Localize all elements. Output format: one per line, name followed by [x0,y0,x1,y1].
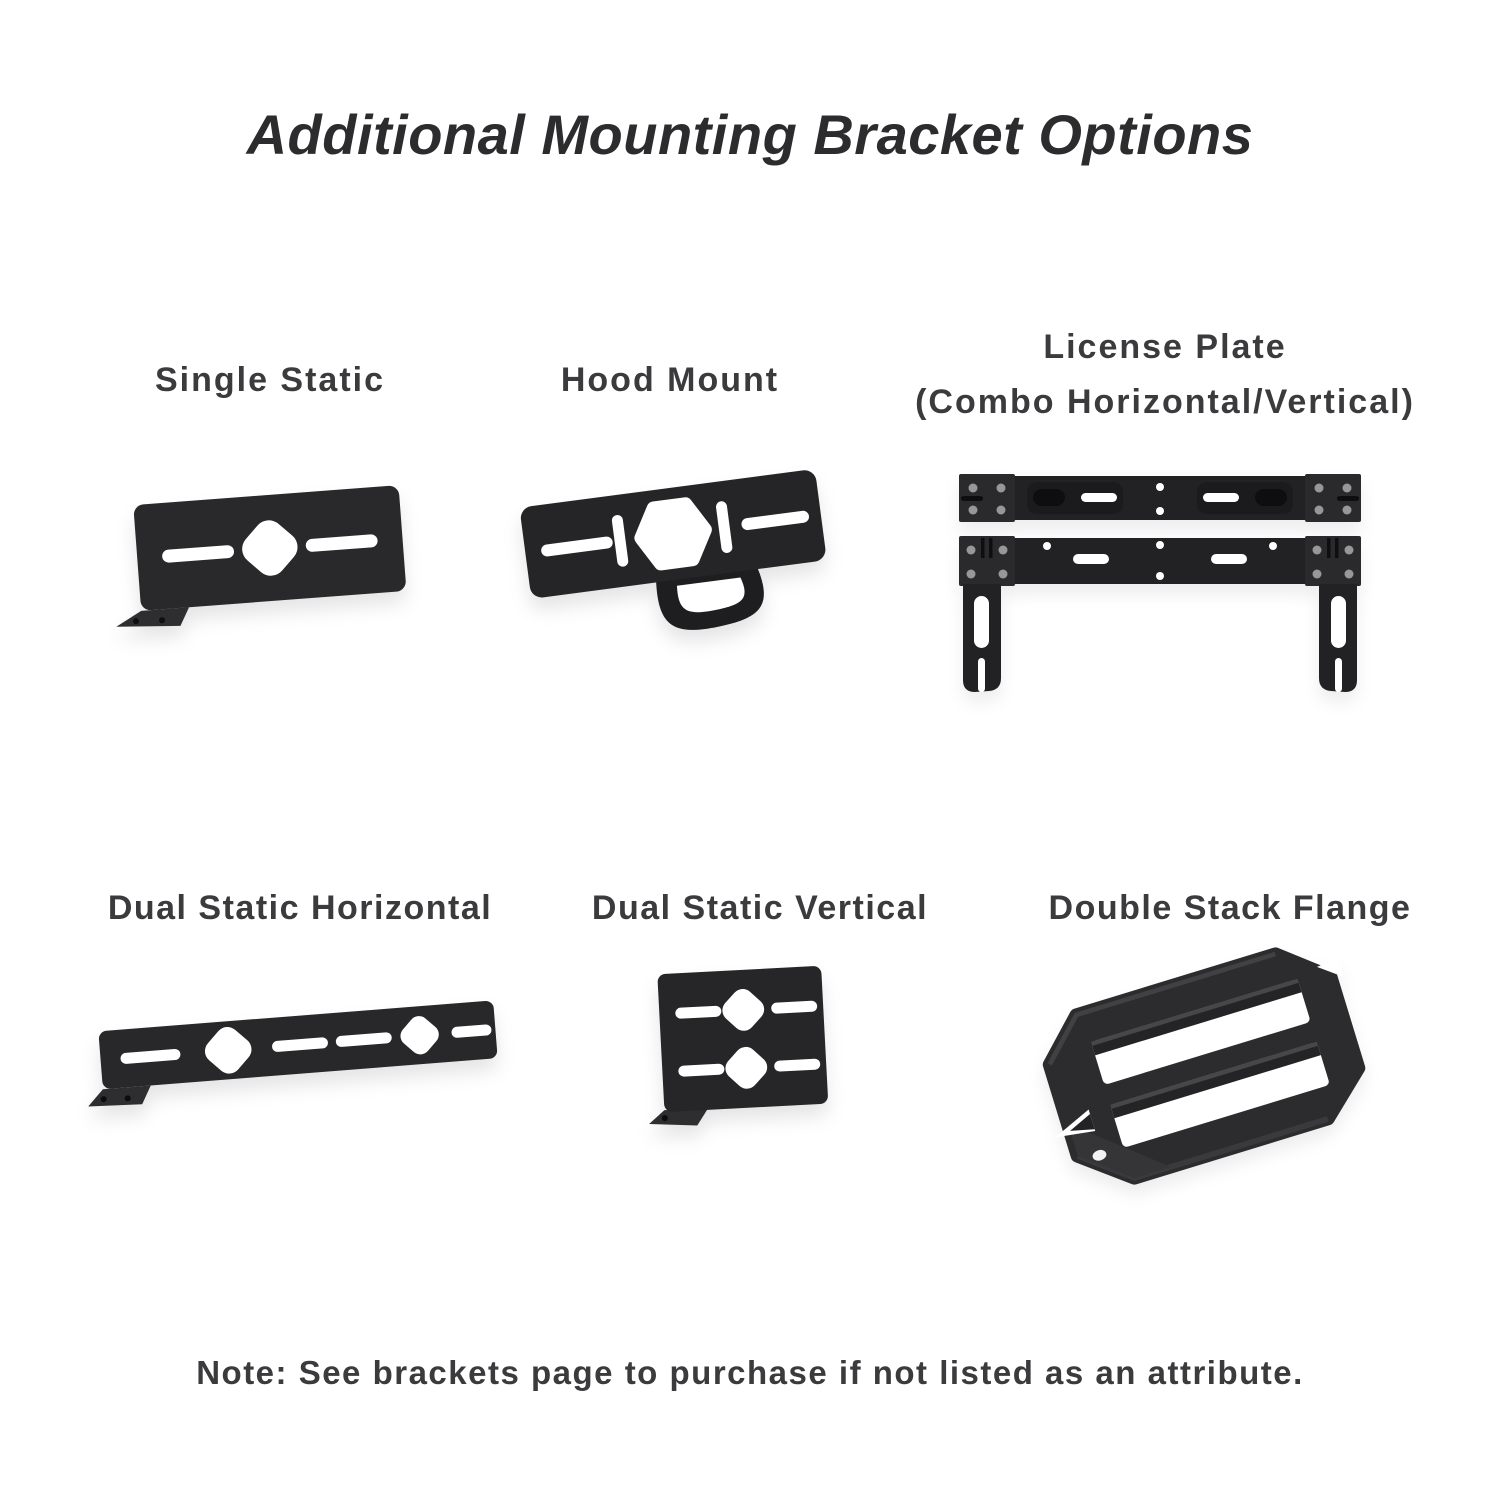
label-license-plate-line1: License Plate [1043,328,1287,366]
note-text: Note: See brackets page to purchase if not listed as an attribute. [196,1354,1304,1391]
dual-static-horizontal-bracket-icon [75,952,515,1127]
label-hood-mount: Hood Mount [560,361,780,399]
label-double-stack-flange: Double Stack Flange [1048,889,1412,927]
hood-mount-bracket-icon [500,438,845,648]
single-static-bracket-icon [105,465,435,655]
label-dual-static-vertical: Dual Static Vertical [591,889,929,927]
label-license-plate-line2: (Combo Horizontal/Vertical) [915,383,1415,421]
label-single-static: Single Static [154,361,386,399]
license-plate-bracket-icon [945,466,1375,701]
page-title: Additional Mounting Bracket Options [246,103,1254,166]
label-license-plate [880,320,1450,430]
label-dual-static-horizontal: Dual Static Horizontal [107,889,493,927]
double-stack-flange-bracket-icon [1035,938,1375,1198]
dual-static-vertical-bracket-icon [625,946,860,1141]
